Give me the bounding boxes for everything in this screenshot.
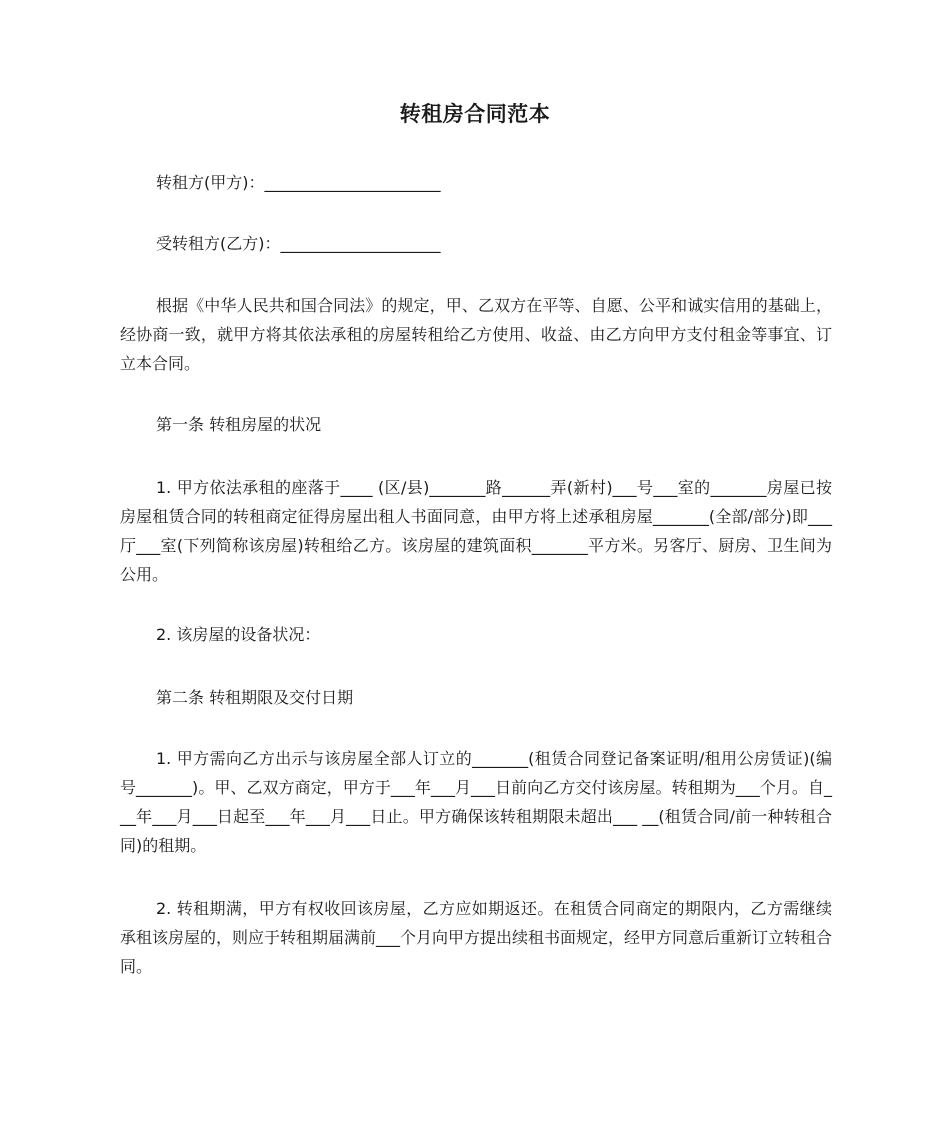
article-1-clause-2: 2. 该房屋的设备状况： [156, 625, 321, 644]
party-b-line: 受转租方(乙方)：____________________ [156, 234, 441, 253]
preamble-paragraph: 根据《中华人民共和国合同法》的规定，甲、乙双方在平等、自愿、公平和诚实信用的基础上，经协商一致，就甲方将其依法承租的房屋转租给乙方使用、收益、由乙方向甲方支付租金等事宜、订立本合同。 [120, 296, 832, 373]
article-2-clause-2: 2. 转租期满，甲方有权收回该房屋，乙方应如期返还。在租赁合同商定的期限内，乙方需继续承租该房屋的，则应于转租期届满前___个月向甲方提出续租书面规定，经甲方同意后重新订立转租合同。 [120, 899, 833, 976]
article-2-clause-1: 1. 甲方需向乙方出示与该房屋全部人订立的_______(租赁合同登记备案证明/租用公房赁证)(编号_______)。甲、乙双方商定，甲方于___年___月___日前向乙方交付该房屋。转租期为___个月。自___年___月___日起至___年___月___日止。甲方确保该转租期限未超出___ __(租赁合同/前一种转租合同)的租期。 [120, 749, 832, 855]
article-1-clause-1: 1. 甲方依法承租的座落于____ (区/县)_______路______弄(新村)___号___室的_______房屋已按房屋租赁合同的转租商定征得房屋出租人书面同意，由甲方将上述承租房屋_______(全部/部分)即___厅___室(下列简称该房屋)转租给乙方。该房屋的建筑面积_______平方米。另客厅、厨房、卫生间为公用。 [120, 478, 832, 584]
article-1-heading: 第一条 转租房屋的状况 [156, 415, 322, 434]
article-2-heading: 第二条 转租期限及交付日期 [156, 688, 354, 707]
party-a-line: 转租方(甲方)：______________________ [156, 173, 441, 192]
document-title: 转租房合同范本 [399, 102, 551, 126]
